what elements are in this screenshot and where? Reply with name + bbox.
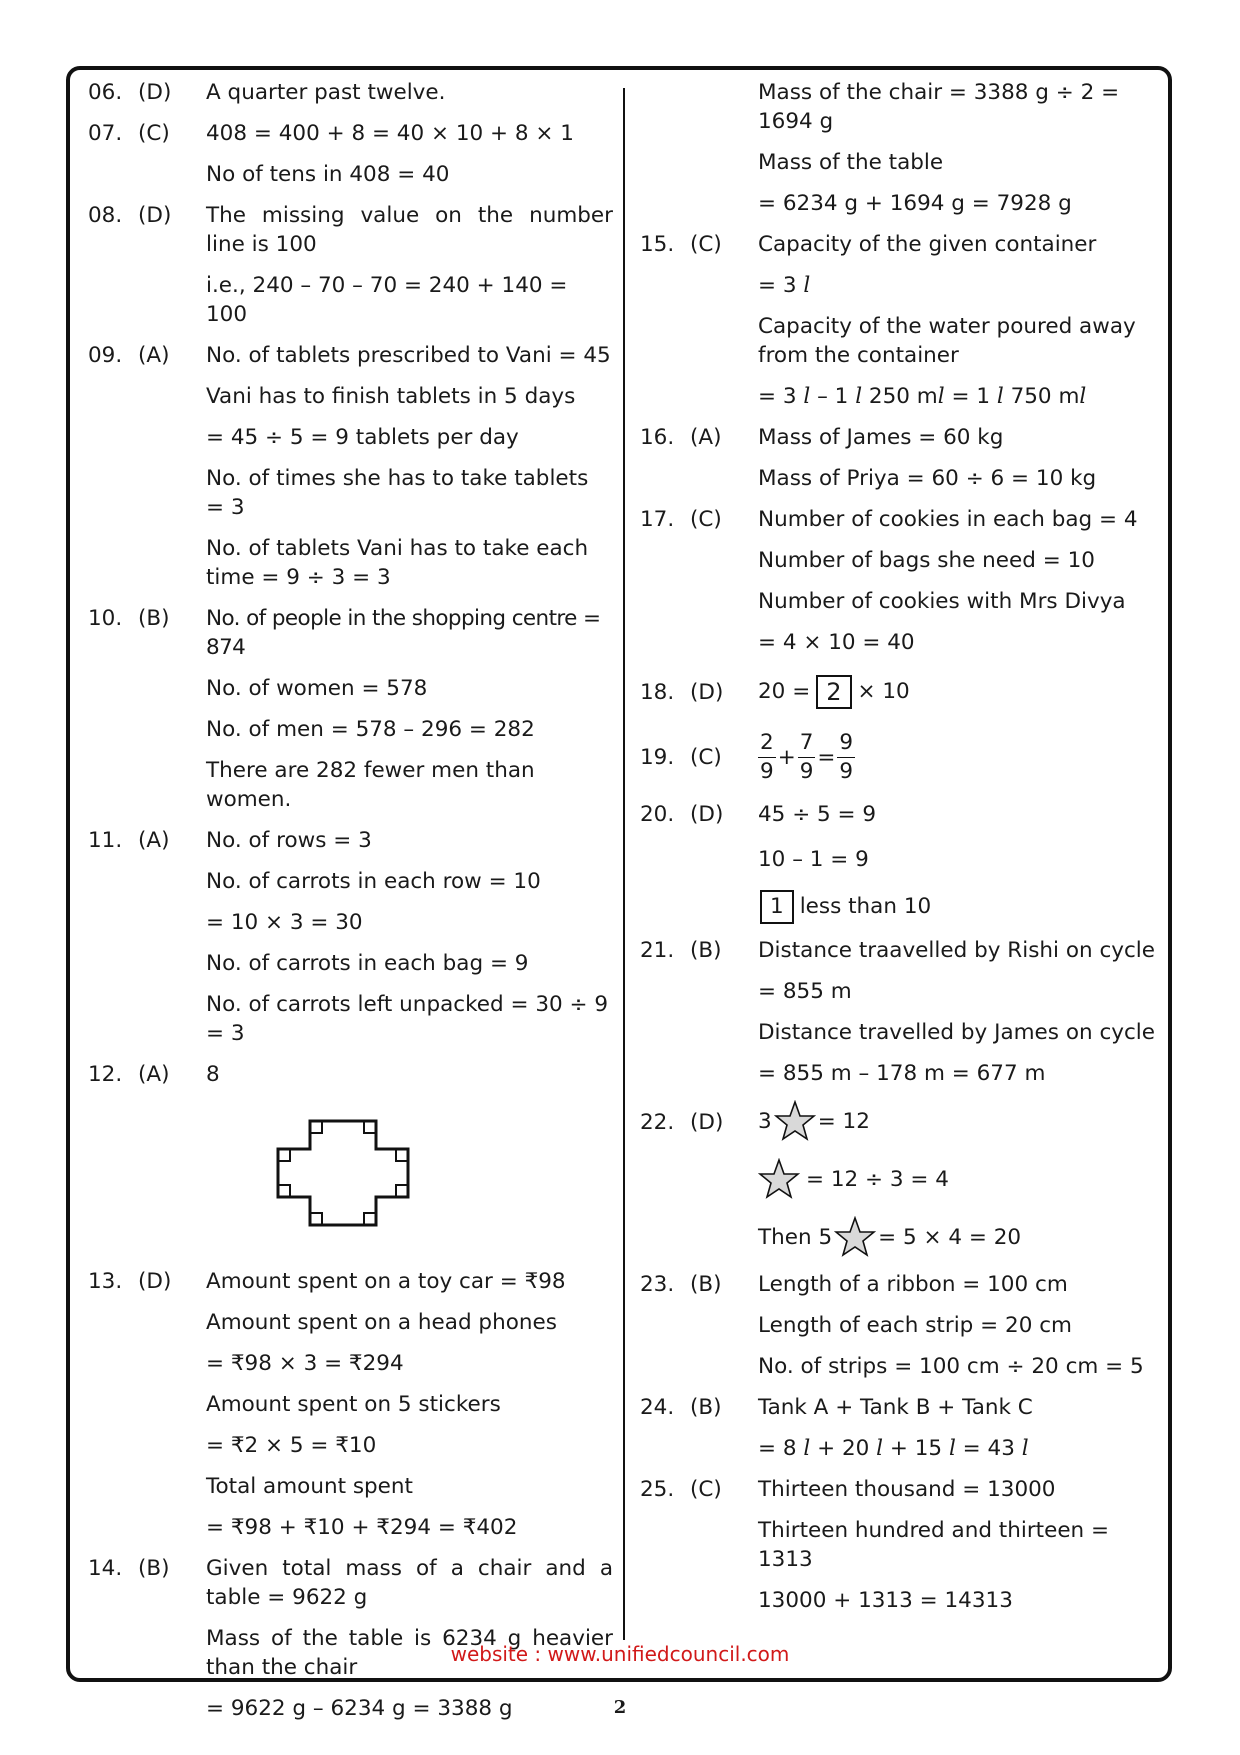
answer-10 <box>88 604 613 814</box>
question-number: 06. <box>88 80 123 105</box>
fraction: $\frac{2}{9}$ <box>760 730 774 784</box>
answer-option: (B) <box>138 1556 170 1581</box>
answer-11 <box>88 826 613 1048</box>
question-number: 17. <box>640 507 675 532</box>
solution-line: No. of carrots in each row = 10 <box>206 869 541 894</box>
answer-17 <box>640 505 1162 657</box>
question-number: 25. <box>640 1477 675 1502</box>
solution-line: 10 – 1 = 9 <box>758 847 869 872</box>
answer-option: (B) <box>690 1272 722 1297</box>
cross-shape-diagram <box>274 1119 414 1227</box>
star-icon <box>834 1216 876 1258</box>
solution-line: = 3 l – 1 l 250 ml = 1 l 750 ml <box>758 384 1087 409</box>
question-number: 10. <box>88 606 123 631</box>
solution-line: A quarter past twelve. <box>206 80 446 105</box>
question-number: 11. <box>88 828 123 853</box>
solution-line: Number of cookies in each bag = 4 <box>758 507 1138 532</box>
solution-line: No. of rows = 3 <box>206 828 372 853</box>
cross-shape-figure <box>274 1119 613 1235</box>
solution-line: Capacity of the water poured away from the container <box>758 314 1136 368</box>
question-number: 24. <box>640 1395 675 1420</box>
question-number: 09. <box>88 343 123 368</box>
answer-box: 1 <box>760 890 794 924</box>
solution-line: No. of strips = 100 cm ÷ 20 cm = 5 <box>758 1354 1144 1379</box>
solution-line: Number of cookies with Mrs Divya <box>758 589 1126 614</box>
answer-09 <box>88 341 613 592</box>
solution-line: Given total mass of a chair and a table = 9622 g <box>206 1556 613 1610</box>
answer-21 <box>640 936 1162 1088</box>
right-column <box>640 78 1162 1627</box>
column-divider <box>623 88 625 1640</box>
answer-option: (B) <box>138 606 170 631</box>
solution-line: Thirteen thousand = 13000 <box>758 1477 1056 1502</box>
solution-line: = 6234 g + 1694 g = 7928 g <box>758 191 1072 216</box>
solution-line: No. of times she has to take tablets = 3 <box>206 466 589 520</box>
solution-line: Total amount spent <box>206 1474 413 1499</box>
solution-line: 13000 + 1313 = 14313 <box>758 1588 1013 1613</box>
answer-06 <box>88 78 613 107</box>
solution-line: = ₹2 × 5 = ₹10 <box>206 1433 377 1458</box>
solution-line: No. of tablets prescribed to Vani = 45 <box>206 343 611 368</box>
star-icon <box>758 1158 800 1200</box>
solution-line: = 3 l <box>758 273 811 298</box>
question-number: 15. <box>640 232 675 257</box>
solution-line: Tank A + Tank B + Tank C <box>758 1395 1033 1420</box>
question-number: 18. <box>640 679 675 705</box>
answer-22 <box>640 1108 1162 1258</box>
answer-option: (C) <box>690 507 722 532</box>
solution-line: 8 <box>206 1062 220 1087</box>
solution-line: i.e., 240 – 70 – 70 = 240 + 140 = 100 <box>206 273 568 327</box>
answer-14-continued <box>640 78 1162 218</box>
solution-line: 3 = 12 <box>758 1100 1162 1142</box>
question-number: 07. <box>88 121 123 146</box>
question-number: 19. <box>640 745 675 770</box>
solution-line: 45 ÷ 5 = 9 <box>758 802 877 827</box>
answer-option: (D) <box>690 679 724 705</box>
solution-line: There are 282 fewer men than women. <box>206 758 535 812</box>
question-number: 23. <box>640 1272 675 1297</box>
answer-07 <box>88 119 613 189</box>
solution-line: The missing value on the number line is 100 <box>206 203 613 257</box>
solution-line: Mass of James = 60 kg <box>758 425 1004 450</box>
solution-line: 20 = 2 × 10 <box>758 675 1162 709</box>
solution-line: = 8 l + 20 l + 15 l = 43 l <box>758 1436 1029 1461</box>
answer-23 <box>640 1270 1162 1381</box>
solution-line: Amount spent on a toy car = ₹98 <box>206 1269 566 1294</box>
answer-option: (D) <box>138 80 172 105</box>
question-number: 14. <box>88 1556 123 1581</box>
solution-line: Distance travelled by James on cycle <box>758 1020 1156 1045</box>
answer-option: (C) <box>690 1477 722 1502</box>
answer-18 <box>640 675 1162 709</box>
fraction: $\frac{9}{9}$ <box>839 730 854 784</box>
solution-line: = 45 ÷ 5 = 9 tablets per day <box>206 425 519 450</box>
answer-option: (D) <box>138 1269 172 1294</box>
answer-option: (A) <box>690 425 722 450</box>
solution-line: No. of tablets Vani has to take each time = 9 ÷ 3 = 3 <box>206 536 589 590</box>
solution-line: = 855 m <box>758 979 852 1004</box>
answer-option: (A) <box>138 343 170 368</box>
answer-option: (C) <box>138 121 170 146</box>
answer-13 <box>88 1267 613 1542</box>
solution-line: Number of bags she need = 10 <box>758 548 1095 573</box>
solution-line: No. of women = 578 <box>206 676 428 701</box>
cross-outline <box>278 1121 408 1225</box>
answer-15 <box>640 230 1162 411</box>
page-number: 2 <box>613 1697 627 1718</box>
answer-12 <box>88 1060 613 1255</box>
solution-line: No of tens in 408 = 40 <box>206 162 450 187</box>
answer-option: (C) <box>690 232 722 257</box>
solution-line: Mass of the table is 6234 g heavier than the chair <box>206 1626 613 1680</box>
answer-option: (C) <box>690 745 722 770</box>
solution-line: Vani has to finish tablets in 5 days <box>206 384 576 409</box>
answer-16 <box>640 423 1162 493</box>
solution-line: = 10 × 3 = 30 <box>206 910 363 935</box>
question-number: 13. <box>88 1269 123 1294</box>
answer-option: (A) <box>138 828 170 853</box>
solution-line: 1 less than 10 <box>758 890 1162 924</box>
answer-24 <box>640 1393 1162 1463</box>
solution-line: 408 = 400 + 8 = 40 × 10 + 8 × 1 <box>206 121 574 146</box>
answer-option: (B) <box>690 938 722 963</box>
solution-line: Then 5 = 5 × 4 = 20 <box>758 1216 1162 1258</box>
solution-line: Mass of the table <box>758 150 944 175</box>
solution-line: Distance traavelled by Rishi on cycle <box>758 938 1156 963</box>
fraction-equation: $\frac{2}{9}$ + $\frac{7}{9}$ = $\frac{9}{9}$ <box>760 730 854 784</box>
answer-option: (A) <box>138 1062 170 1087</box>
left-column <box>88 78 613 1735</box>
solution-line: Length of each strip = 20 cm <box>758 1313 1072 1338</box>
solution-line: Length of a ribbon = 100 cm <box>758 1272 1068 1297</box>
solution-line: No. of people in the shopping centre = 874 <box>206 606 601 660</box>
solution-line: Amount spent on 5 stickers <box>206 1392 501 1417</box>
fraction: $\frac{7}{9}$ <box>799 730 814 784</box>
answer-19 <box>640 729 1162 786</box>
answer-option: (D) <box>138 203 172 228</box>
question-number: 08. <box>88 203 123 228</box>
solution-line: No. of carrots left unpacked = 30 ÷ 9 = 3 <box>206 992 609 1046</box>
question-number: 20. <box>640 802 675 827</box>
solution-line: Thirteen hundred and thirteen = 1313 <box>758 1518 1110 1572</box>
solution-line: = 4 × 10 = 40 <box>758 630 915 655</box>
answer-box: 2 <box>816 675 851 709</box>
solution-line: = ₹98 + ₹10 + ₹294 = ₹402 <box>206 1515 518 1540</box>
answer-25 <box>640 1475 1162 1615</box>
star-icon <box>774 1100 816 1142</box>
right-angle-marks <box>278 1121 408 1225</box>
answer-option: (D) <box>690 802 724 827</box>
solution-line: = 12 ÷ 3 = 4 <box>758 1158 1162 1200</box>
solution-line: No. of men = 578 – 296 = 282 <box>206 717 535 742</box>
solution-line: = ₹98 × 3 = ₹294 <box>206 1351 404 1376</box>
question-number: 12. <box>88 1062 123 1087</box>
solution-line: Amount spent on a head phones <box>206 1310 557 1335</box>
solution-line: = 855 m – 178 m = 677 m <box>758 1061 1046 1086</box>
solution-line: Mass of Priya = 60 ÷ 6 = 10 kg <box>758 466 1097 491</box>
solution-line: Capacity of the given container <box>758 232 1097 257</box>
answer-08 <box>88 201 613 329</box>
question-number: 22. <box>640 1110 675 1135</box>
question-number: 16. <box>640 425 675 450</box>
question-number: 21. <box>640 938 675 963</box>
solution-line: No. of carrots in each bag = 9 <box>206 951 529 976</box>
solution-line: Mass of the chair = 3388 g ÷ 2 = 1694 g <box>758 80 1120 134</box>
website-link[interactable]: website : www.unifiedcouncil.com <box>450 1642 790 1666</box>
litre-symbol: l <box>803 273 811 298</box>
solution-line: = 9622 g – 6234 g = 3388 g <box>206 1696 513 1721</box>
answer-option: (B) <box>690 1395 722 1420</box>
answer-20 <box>640 800 1162 924</box>
answer-option: (D) <box>690 1110 724 1135</box>
